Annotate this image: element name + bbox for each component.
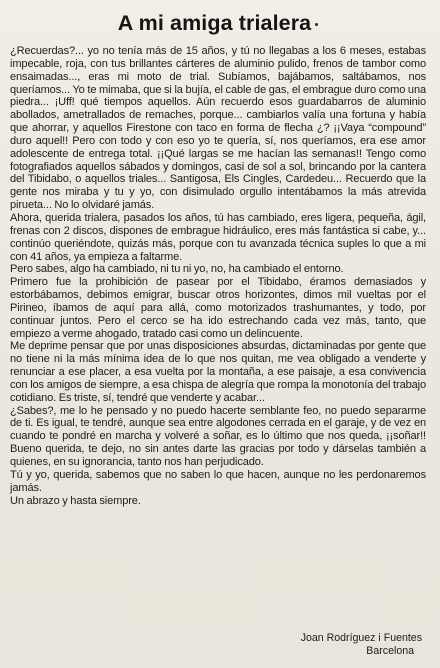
article-title: [10, 10, 426, 36]
paragraph-recuerdas: ¿Recuerdas?... yo no tenía más de 15 años, y tú no llegabas a los 6 meses, estabas impecable, roja, con tus brillantes cárteres de aluminio pulido, frenos de tambor como ensaimadas..., eras mi moto de trial. Subíamos, bajábamos, saltábamos, nos queríamos... Yo te mimaba, que si la bujía, el cable de gas, el embrague duro como una piedra... ¡Uff! qué tiempos aquellos. Aún recuerdo esos guardabarros de aluminio abollados, ametrallados de remaches, porque... cambiarlos valía una fortuna y había que ahorrar, y aquellos Firestone con taco en forma de flecha ¿? ¡¡Vaya “compound” duro aquel!! Pero con todo y con eso yo te quería, sí, nos queríamos, era ese amor adolescente de entrega total. ¡¡Qué largas se me hacían las semanas!! Tengo como fotografiados aquellos sábados y domingos, casi de sol a sol, brincando por la cantera del Tibidabo, o aquellos triales... Santigosa, Els Cingles, Cardedeu... Recuerdo que la gente nos miraba y tu y yo, con disimulado orgullo intentábamos la más atrevida pirueta... No lo olvidaré jamás.: [10, 45, 426, 212]
paragraph-ahora: Ahora, querida trialera, pasados los años, tú has cambiado, eres ligera, pequeña, ágil, frenas con 2 discos, dispones de embrague hidráulico, eres más fantástica si cabe, y... continúo queriéndote, quizás más, porque con tu avanzada técnica suples lo que a mi con 41 años, ya empieza a faltarme.: [10, 211, 426, 263]
paragraph-me-deprime: Me deprime pensar que por unas disposiciones absurdas, dictaminadas por gente que no tiene ni la más mínima idea de lo que nos quitan, me vea obligado a venderte y renunciar a ese placer, a esa vuelta por la montaña, a ese paisaje, a esa convivencia con los amigos de siempre, a esa chispa de alegría que rompa la monotonía del trabajo cotidiano. Es triste, sí, tendré que venderte y acabar...: [10, 340, 426, 404]
title-row: [10, 10, 426, 36]
signature-block: [301, 632, 422, 658]
paragraph-sabes: ¿Sabes?, me lo he pensado y no puedo hacerte semblante feo, no puedo separarme de ti. Es igual, te tendré, aunque sea entre algodones cerrada en el garaje, y de vez en cuando te pondré en marcha y volveré a soñar, es lo último que nos queda, ¡¡soñar!! Bueno querida, te dejo, no sin antes darte las gracias por todo y dárselas también a quienes, en su ignorancia, tanto nos han perjudicado.: [10, 404, 426, 468]
paragraph-pero-sabes: Pero sabes, algo ha cambiado, ni tu ni yo, no, ha cambiado el entorno.: [10, 263, 344, 276]
paragraph-primero: Primero fue la prohibición de pasear por el Tibidabo, éramos demasiados y estorbábamos, debimos emigrar, buscar otros horizontes, dimos mil vueltas por el Pirineo, íbamos de aquí para allá, como motorizados trashumantes, y todo, por continuar juntos. Pero el cerco se ha ido estrechando cada vez más, tanto, que empiezo a verme ahogado, tratado casi como un delincuente.: [10, 276, 426, 340]
paragraph-tu-y-yo: Tú y yo, querida, sabemos que no saben lo que hacen, aunque no les perdonaremos jamás.: [10, 468, 426, 494]
paragraph-abrazo: Un abrazo y hasta siempre.: [10, 494, 141, 507]
author-city: Barcelona: [366, 645, 414, 657]
article-title-text: A mi amiga trialera: [117, 11, 312, 35]
author-name: Joan Rodríguez i Fuentes: [300, 632, 422, 644]
title-dot-mark: [315, 23, 318, 26]
article-body: [10, 45, 426, 507]
